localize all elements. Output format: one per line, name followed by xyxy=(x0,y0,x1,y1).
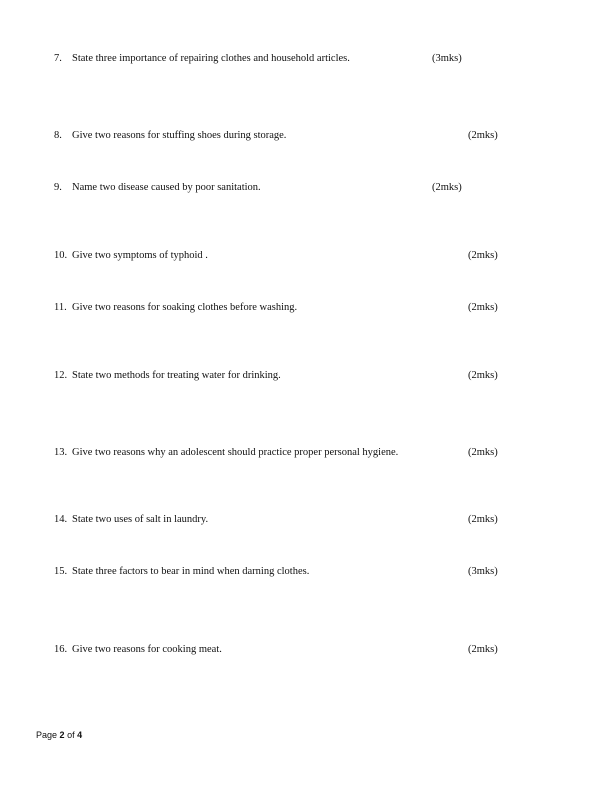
question-number: 13. xyxy=(54,447,68,458)
question-text: State three factors to bear in mind when darning clothes. xyxy=(72,566,310,577)
question-number: 15. xyxy=(54,566,68,577)
question-marks: (3mks) xyxy=(468,566,498,577)
question-marks: (2mks) xyxy=(468,644,498,655)
question-text: Give two reasons for cooking meat. xyxy=(72,644,222,655)
question-marks: (2mks) xyxy=(468,447,498,458)
question-15 xyxy=(0,565,612,579)
question-12 xyxy=(0,369,612,383)
question-text: Name two disease caused by poor sanitation. xyxy=(72,182,261,193)
question-11 xyxy=(0,301,612,315)
question-marks: (2mks) xyxy=(468,130,498,141)
question-10 xyxy=(0,249,612,263)
question-number: 7. xyxy=(54,53,62,64)
question-8 xyxy=(0,129,612,143)
question-number: 8. xyxy=(54,130,62,141)
question-number: 10. xyxy=(54,250,68,261)
footer-page-word: Page xyxy=(36,730,58,740)
question-marks: (2mks) xyxy=(432,182,462,193)
question-text: Give two reasons for soaking clothes before washing. xyxy=(72,302,298,313)
question-text: Give two reasons why an adolescent should practice proper personal hygiene. xyxy=(72,447,399,458)
question-marks: (2mks) xyxy=(468,370,498,381)
footer-of-word: of xyxy=(67,730,75,740)
question-text: State two uses of salt in laundry. xyxy=(72,514,209,525)
footer-current-page: 2 xyxy=(59,730,65,740)
question-16 xyxy=(0,643,612,657)
question-text: State two methods for treating water for drinking. xyxy=(72,370,281,381)
question-marks: (2mks) xyxy=(468,250,498,261)
question-text: Give two symptoms of typhoid . xyxy=(72,250,208,261)
question-number: 12. xyxy=(54,370,68,381)
question-number: 11. xyxy=(54,302,67,313)
question-14 xyxy=(0,513,612,527)
question-13 xyxy=(0,446,612,460)
question-9 xyxy=(0,181,612,195)
question-marks: (3mks) xyxy=(432,53,462,64)
question-number: 9. xyxy=(54,182,62,193)
question-marks: (2mks) xyxy=(468,302,498,313)
question-text: Give two reasons for stuffing shoes during storage. xyxy=(72,130,287,141)
footer-total-pages: 4 xyxy=(77,730,83,740)
question-number: 14. xyxy=(54,514,68,525)
question-marks: (2mks) xyxy=(468,514,498,525)
question-number: 16. xyxy=(54,644,68,655)
question-text: State three importance of repairing clothes and household articles. xyxy=(72,53,350,64)
page-footer xyxy=(36,729,82,741)
question-7 xyxy=(0,52,612,66)
